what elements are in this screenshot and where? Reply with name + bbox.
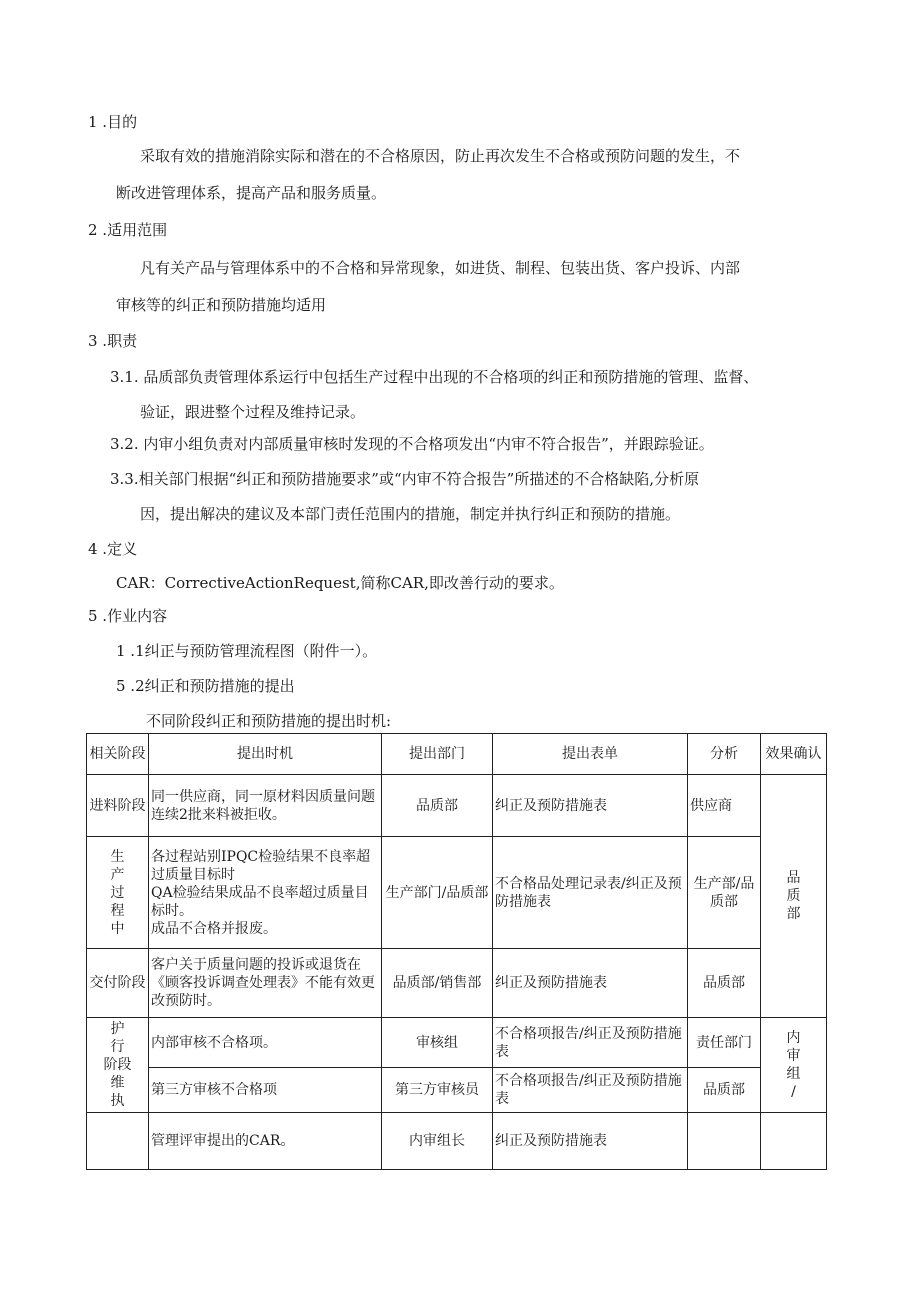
section-2-text-line-2: 审核等的纠正和预防措施均适用 [116,296,327,314]
timing-cell: 客户关于质量问题的投诉或退货在《顾客投诉调查处理表》不能有效更改预防时。 [149,949,382,1018]
section-3-3-line-1: 3.3.相关部门根据“纠正和预防措施要求”或“内审不符合报告”所描述的不合格缺陷,分析原 [110,470,700,488]
table-caption: 不同阶段纠正和预防措施的提出时机: [146,712,392,730]
section-5-2-text: 5 .2纠正和预防措施的提出 [116,677,295,695]
section-1-text-line-2: 断改进管理体系，提高产品和服务质量。 [116,184,387,202]
stage-cell-production [87,837,149,949]
dept-cell: 第三方审核员 [382,1068,493,1113]
analysis-cell: 品质部 [688,949,761,1018]
header-stage: 相关阶段 [87,734,149,775]
form-cell: 不合格品处理记录表/纠正及预防措施表 [493,837,688,949]
table-row [87,775,827,837]
header-form: 提出表单 [493,734,688,775]
timing-line: 各过程站别IPQC检验结果不良率超过质量目标时 [151,848,371,883]
section-3-1-line-2: 验证，跟进整个过程及维持记录。 [140,403,366,421]
header-confirm: 效果确认 [761,734,827,775]
header-timing: 提出时机 [149,734,382,775]
section-5-1-text: 1 .1纠正与预防管理流程图（附件一）。 [116,642,378,660]
section-3-heading: 3 .职责 [88,332,138,350]
dept-cell: 内审组长 [382,1113,493,1170]
stage-char: 执 [110,1093,125,1109]
confirm-char: 组 [786,1066,801,1082]
stage-cell-maintenance [87,1018,149,1113]
confirm-char: 内 [786,1030,801,1046]
confirm-char: / [791,1084,796,1100]
analysis-cell: 生产部/品质部 [688,837,761,949]
stage-char: 过 [110,884,125,901]
stage-char: 行 [110,1039,125,1055]
dept-cell: 品质部/销售部 [382,949,493,1018]
confirm-char: 品 [786,870,801,886]
section-5-heading: 5 .作业内容 [88,607,168,625]
stage-cell: 交付阶段 [87,949,149,1018]
section-3-2-text: 3.2. 内审小组负责对内部质量审核时发现的不合格项发出“内审不符合报告”，并跟踪验证。 [110,435,714,453]
section-3-1-line-1: 3.1. 品质部负责管理体系运行中包括生产过程中出现的不合格项的纠正和预防措施的管理、监督、 [110,368,759,386]
stage-char: 阶段 [103,1057,132,1073]
stage-cell: 进料阶段 [87,775,149,837]
section-2-heading: 2 .适用范围 [88,221,168,239]
corrective-action-table [86,733,827,1170]
section-1-text-line-1: 采取有效的措施消除实际和潜在的不合格原因，防止再次发生不合格或预防问题的发生，不 [140,147,741,165]
table-row [87,1068,827,1113]
header-dept: 提出部门 [382,734,493,775]
stage-char: 维 [110,1075,125,1091]
confirm-char: 质 [786,888,801,904]
dept-cell: 生产部门/品质部 [382,837,493,949]
stage-char: 程 [110,902,125,919]
form-cell: 纠正及预防措施表 [493,775,688,837]
confirm-cell-empty [761,1113,827,1170]
section-4-heading: 4 .定义 [88,540,138,558]
table-row [87,949,827,1018]
analysis-cell: 品质部 [688,1068,761,1113]
form-cell: 不合格项报告/纠正及预防措施表 [493,1068,688,1113]
stage-char: 中 [110,920,125,937]
confirm-char: 审 [786,1048,801,1064]
analysis-cell [688,1113,761,1170]
header-analysis: 分析 [688,734,761,775]
stage-char: 产 [110,866,125,883]
section-3-3-line-2: 因，提出解决的建议及本部门责任范围内的措施，制定并执行纠正和预防的措施。 [140,505,681,523]
confirm-char: 部 [786,906,801,922]
confirm-cell-audit [761,1018,827,1113]
timing-line: QA检验结果成品不良率超过质量目标时。 [151,884,369,919]
timing-line: 成品不合格并报废。 [151,920,277,937]
stage-char: 护 [110,1021,125,1037]
section-1-heading: 1 .目的 [88,113,138,131]
form-cell: 纠正及预防措施表 [493,949,688,1018]
table-row [87,837,827,949]
stage-cell [87,1113,149,1170]
section-2-text-line-1: 凡有关产品与管理体系中的不合格和异常现象，如进货、制程、包装出货、客户投诉、内部 [140,259,741,277]
analysis-cell: 供应商 [688,775,761,837]
analysis-cell: 责任部门 [688,1018,761,1068]
timing-cell [149,837,382,949]
timing-cell: 同一供应商，同一原材料因质量问题连续2批来料被拒收。 [149,775,382,837]
timing-cell: 管理评审提出的CAR。 [149,1113,382,1170]
timing-cell: 第三方审核不合格项 [149,1068,382,1113]
stage-char: 生 [110,848,125,865]
table-row [87,1113,827,1170]
form-cell: 不合格项报告/纠正及预防措施表 [493,1018,688,1068]
timing-cell: 内部审核不合格项。 [149,1018,382,1068]
confirm-cell-quality [761,775,827,1018]
form-cell: 纠正及预防措施表 [493,1113,688,1170]
table-row [87,1018,827,1068]
dept-cell: 审核组 [382,1018,493,1068]
table-header-row [87,734,827,775]
section-4-definition: CAR：CorrectiveActionRequest,简称CAR,即改善行动的要求。 [116,574,564,592]
dept-cell: 品质部 [382,775,493,837]
